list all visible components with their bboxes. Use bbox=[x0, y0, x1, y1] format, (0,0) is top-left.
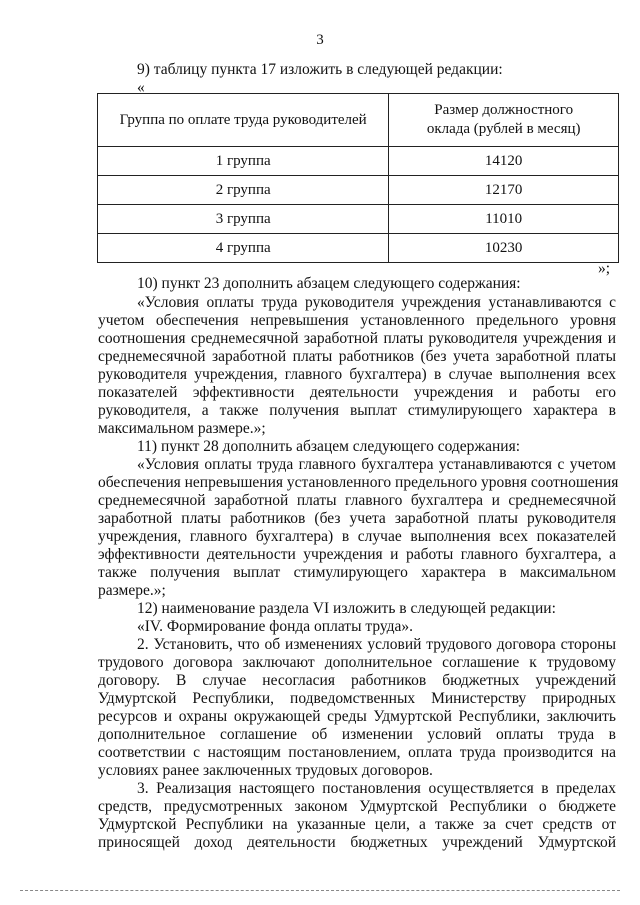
table-cell-group: 1 группа bbox=[98, 147, 389, 176]
paragraph-line: 10) пункт 23 дополнить абзацем следующего содержания: bbox=[137, 275, 521, 292]
paragraph-line: показателей эффективности деятельности учреждения и работы его bbox=[98, 384, 616, 401]
paragraph-line: руководителя, а также получения выплат стимулирующего характера в bbox=[98, 402, 616, 419]
paragraph-line: соотношения среднемесячной заработной платы руководителя учреждения и bbox=[98, 330, 616, 347]
intro-line: 9) таблицу пункта 17 изложить в следующей редакции: bbox=[137, 61, 503, 78]
paragraph-line: среднемесячной заработной платы главного бухгалтера и среднемесячной bbox=[98, 492, 616, 509]
table-row bbox=[98, 234, 619, 263]
table-row bbox=[98, 205, 619, 234]
paragraph-line: 12) наименование раздела VI изложить в следующей редакции: bbox=[137, 600, 556, 617]
table-cell-salary: 10230 bbox=[389, 234, 619, 263]
paragraph-line: учетом обеспечения непревышения установленного предельного уровня bbox=[98, 312, 616, 329]
table-row bbox=[98, 147, 619, 176]
table-cell-group: 2 группа bbox=[98, 176, 389, 205]
paragraph-line: среднемесячной заработной платы работников (без учета заработной платы bbox=[98, 348, 616, 365]
paragraph-line: руководителя учреждения, главного бухгалтера) в случае выполнения всех bbox=[98, 366, 616, 383]
table-cell-salary: 11010 bbox=[389, 205, 619, 234]
paragraph-line: дополнительное соглашение об изменении условий оплаты труда в bbox=[98, 726, 616, 743]
paragraph-line: учреждения, главного бухгалтера) в случае выполнения всех показателей bbox=[98, 528, 616, 545]
paragraph-line: договору. В случае несогласия работников бюджетных учреждений bbox=[98, 672, 616, 689]
salary-table bbox=[97, 93, 619, 263]
table-row bbox=[98, 176, 619, 205]
open-quote: « bbox=[137, 79, 145, 96]
paragraph-line: 3. Реализация настоящего постановления осуществляется в пределах bbox=[137, 780, 616, 797]
paragraph-line: обеспечения непревышения установленного предельного уровня соотношения bbox=[98, 474, 619, 491]
table-header-group: Группа по оплате труда руководителей bbox=[98, 94, 389, 147]
paragraph-line: «Условия оплаты труда главного бухгалтера устанавливаются с учетом bbox=[137, 456, 616, 473]
paragraph-line: 11) пункт 28 дополнить абзацем следующего содержания: bbox=[137, 438, 521, 455]
paragraph-line: эффективности деятельности учреждения и работы главного бухгалтера, а bbox=[98, 546, 616, 563]
paragraph-line: соответствии с настоящим постановлением, оплата труда производится на bbox=[98, 744, 616, 761]
paragraph-line: Удмуртской Республики на указанные цели, а также за счет средств от bbox=[98, 816, 616, 833]
table-cell-group: 3 группа bbox=[98, 205, 389, 234]
paragraph-line: заработной платы работников (без учета заработной платы руководителя bbox=[98, 510, 616, 527]
table-cell-group: 4 группа bbox=[98, 234, 389, 263]
table-header-row bbox=[98, 94, 619, 147]
table-cell-salary: 14120 bbox=[389, 147, 619, 176]
paragraph-line: размере.»; bbox=[98, 582, 166, 599]
close-quote: »; bbox=[598, 260, 611, 277]
paragraph-line: 2. Установить, что об изменениях условий трудового договора стороны bbox=[137, 636, 616, 653]
footer-rule bbox=[20, 890, 620, 892]
paragraph-line: приносящей доход деятельности бюджетных учреждений Удмуртской bbox=[98, 834, 616, 851]
paragraph-line: «IV. Формирование фонда оплаты труда». bbox=[137, 618, 414, 635]
table-header-salary: Размер должностного оклада (рублей в месяц) bbox=[389, 94, 619, 147]
paragraph-line: Удмуртской Республики, подведомственных Министерству природных bbox=[98, 690, 616, 707]
paragraph-line: «Условия оплаты труда руководителя учреждения устанавливаются с bbox=[137, 294, 616, 311]
paragraph-line: ресурсов и охраны окружающей среды Удмуртской Республики, заключить bbox=[98, 708, 616, 725]
page-number: 3 bbox=[316, 32, 324, 48]
paragraph-line: условиях ранее заключенных трудовых договоров. bbox=[98, 762, 433, 779]
paragraph-line: также получения выплат стимулирующего характера в максимальном bbox=[98, 564, 616, 581]
paragraph-line: максимальном размере.»; bbox=[98, 420, 266, 437]
paragraph-line: средств, предусмотренных законом Удмуртской Республики о бюджете bbox=[98, 798, 616, 815]
paragraph-line: трудового договора заключают дополнительное соглашение к трудовому bbox=[98, 654, 616, 671]
table-cell-salary: 12170 bbox=[389, 176, 619, 205]
